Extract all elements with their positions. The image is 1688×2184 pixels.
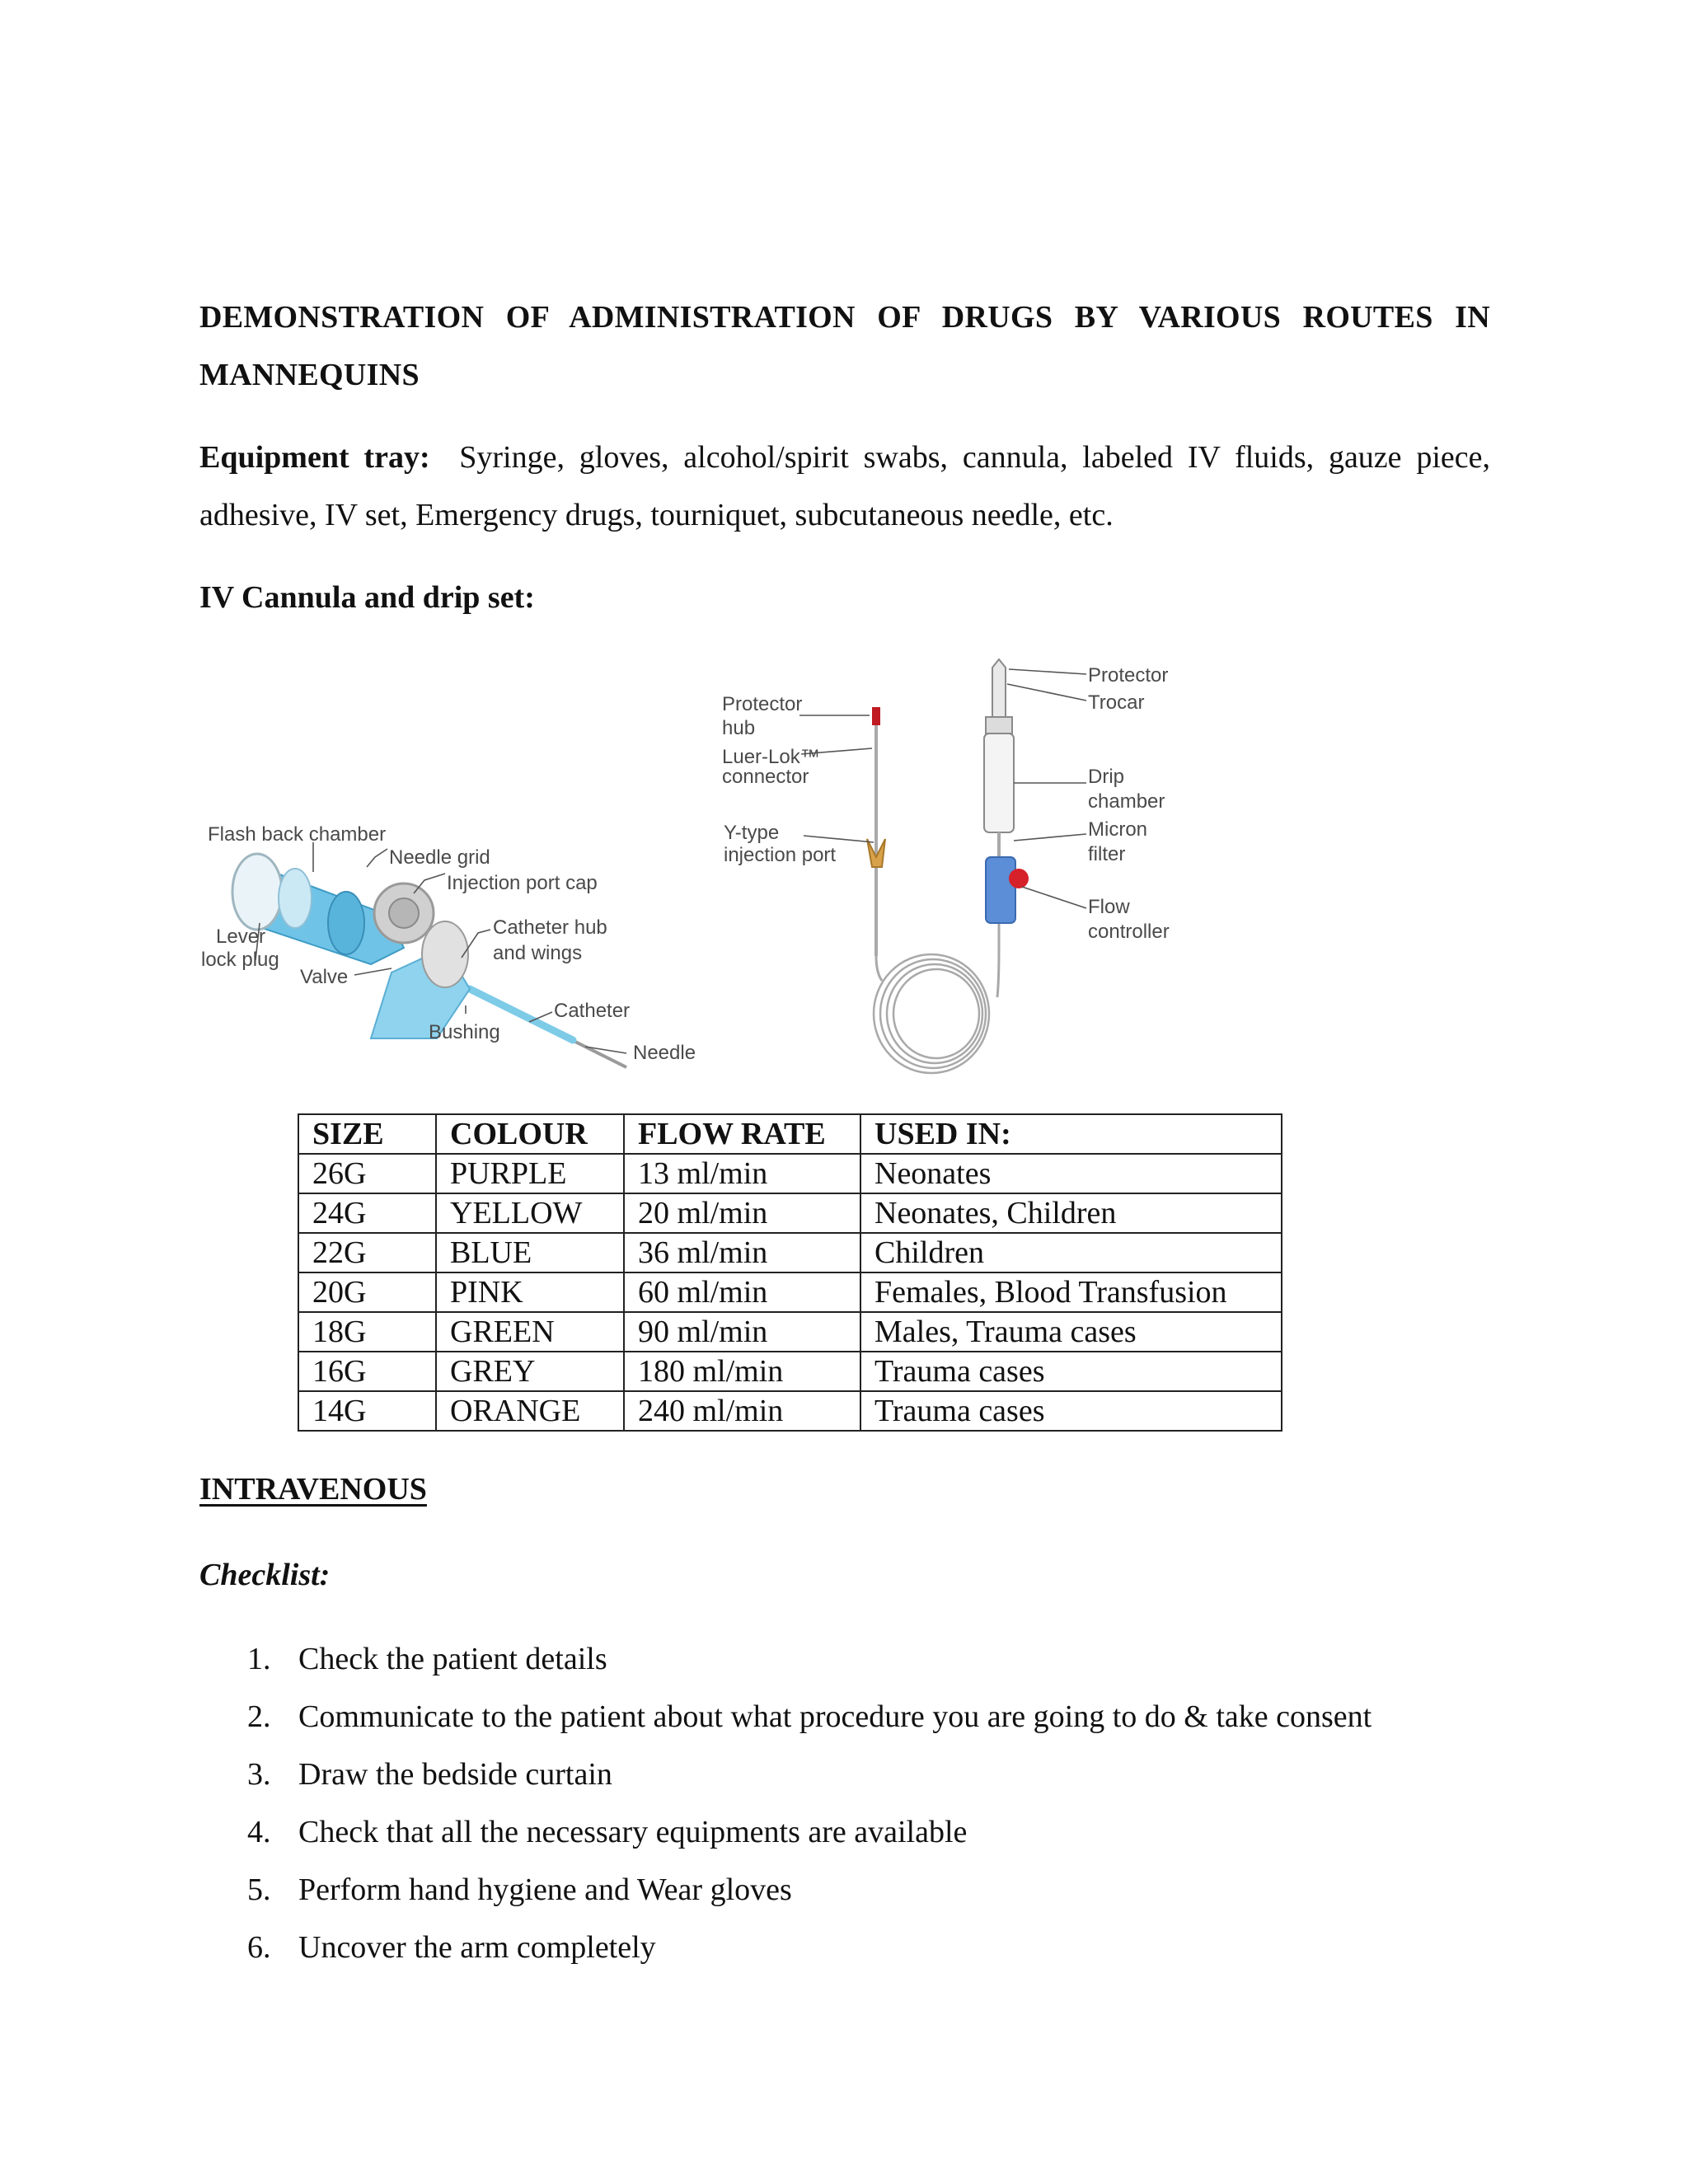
label-micron-1: Micron: [1088, 818, 1148, 841]
list-item-number: 5.: [247, 1872, 271, 1907]
cannula-illustration: [201, 823, 696, 1067]
coil-connector-right: [997, 923, 999, 997]
list-item: [199, 1688, 1372, 1746]
label-protector-hub-2: hub: [722, 717, 756, 739]
cell-size: 26G: [298, 1154, 436, 1193]
cell-colour: PINK: [436, 1272, 624, 1312]
equipment-label: Equipment tray:: [199, 440, 430, 475]
leader-micron: [1014, 834, 1086, 841]
label-and-wings: and wings: [493, 942, 583, 964]
cell-size: 24G: [298, 1193, 436, 1233]
cell-flow-rate: 60 ml/min: [624, 1272, 860, 1312]
roller-clamp: [1009, 869, 1029, 888]
table-row: [298, 1233, 1282, 1272]
checklist: [199, 1630, 1372, 1976]
checklist-heading: Checklist:: [199, 1558, 331, 1592]
list-item-text: Uncover the arm completely: [298, 1930, 656, 1965]
leader-needle-grid: [367, 849, 387, 867]
list-item: [199, 1803, 1372, 1861]
cell-flow-rate: 180 ml/min: [624, 1352, 860, 1391]
cell-used-in: Males, Trauma cases: [860, 1312, 1282, 1352]
label-catheter-hub: Catheter hub: [493, 916, 607, 939]
label-protector: Protector: [1088, 664, 1169, 687]
list-item-text: Check that all the necessary equipments are available: [298, 1815, 968, 1849]
cell-flow-rate: 36 ml/min: [624, 1233, 860, 1272]
cell-flow-rate: 20 ml/min: [624, 1193, 860, 1233]
cell-used-in: Trauma cases: [860, 1352, 1282, 1391]
table-row: [298, 1352, 1282, 1391]
list-item: [199, 1919, 1372, 1976]
cell-used-in: Trauma cases: [860, 1391, 1282, 1431]
list-item: [199, 1746, 1372, 1803]
drip-leader-lines: [799, 669, 1086, 908]
iv-figure-svg: [198, 651, 1228, 1080]
leader-trocar: [1007, 684, 1086, 701]
cell-used-in: Neonates, Children: [860, 1193, 1282, 1233]
table-row: [298, 1312, 1282, 1352]
cell-colour: GREY: [436, 1352, 624, 1391]
cell-size: 20G: [298, 1272, 436, 1312]
cell-colour: ORANGE: [436, 1391, 624, 1431]
leader-ytype: [804, 836, 874, 842]
table-row: [298, 1391, 1282, 1431]
drip-set-illustration: [722, 659, 1170, 1073]
protector-hub: [872, 707, 880, 725]
label-luer-2: connector: [722, 766, 809, 788]
list-item: [199, 1861, 1372, 1919]
cell-colour: BLUE: [436, 1233, 624, 1272]
label-trocar: Trocar: [1088, 691, 1145, 714]
equipment-text: Syringe, gloves, alcohol/spirit swabs, cannula, labeled IV fluids, gauze piece, adhesive, IV set, Emergency drugs, tourniquet, subcutaneous needle, etc.: [199, 440, 1491, 532]
header-size: SIZE: [298, 1114, 436, 1154]
cell-colour: GREEN: [436, 1312, 624, 1352]
valve-ring: [328, 892, 364, 954]
label-catheter: Catheter: [554, 1000, 631, 1022]
list-item-text: Perform hand hygiene and Wear gloves: [298, 1872, 792, 1907]
label-needle: Needle: [633, 1042, 696, 1064]
cell-used-in: Children: [860, 1233, 1282, 1272]
list-item: [199, 1630, 1372, 1688]
label-micron-2: filter: [1088, 843, 1126, 865]
label-drip-2: chamber: [1088, 790, 1165, 813]
list-item-text: Check the patient details: [298, 1642, 607, 1676]
intravenous-heading: INTRAVENOUS: [199, 1472, 427, 1507]
catheter-hub: [422, 921, 468, 987]
cell-used-in: Females, Blood Transfusion: [860, 1272, 1282, 1312]
cell-used-in: Neonates: [860, 1154, 1282, 1193]
tubing-coil: [874, 954, 989, 1073]
label-protector-hub-1: Protector: [722, 693, 803, 715]
cannula-heading: IV Cannula and drip set:: [199, 580, 535, 615]
cell-size: 16G: [298, 1352, 436, 1391]
drip-chamber: [984, 733, 1014, 832]
label-drip-1: Drip: [1088, 766, 1125, 788]
label-flow-1: Flow: [1088, 896, 1130, 918]
label-luer-1: Luer-Lok™: [722, 746, 820, 768]
leader-flow: [1022, 887, 1086, 908]
list-item-number: 3.: [247, 1757, 271, 1792]
list-item-number: 1.: [247, 1642, 271, 1676]
label-lever: Lever: [216, 926, 266, 948]
cell-size: 18G: [298, 1312, 436, 1352]
label-bushing: Bushing: [429, 1021, 500, 1043]
cell-colour: PURPLE: [436, 1154, 624, 1193]
header-colour: COLOUR: [436, 1114, 624, 1154]
lock-plug: [279, 869, 312, 928]
list-item-number: 2.: [247, 1699, 271, 1734]
flashback-chamber: [232, 854, 282, 930]
label-ytype-1: Y-type: [724, 822, 780, 844]
cell-flow-rate: 90 ml/min: [624, 1312, 860, 1352]
header-used-in: USED IN:: [860, 1114, 1282, 1154]
header-flow-rate: FLOW RATE: [624, 1114, 860, 1154]
table-row: [298, 1272, 1282, 1312]
label-injection-port-cap: Injection port cap: [447, 872, 598, 894]
cannula-size-table: [298, 1113, 1282, 1432]
table-row: [298, 1193, 1282, 1233]
leader-protector: [1009, 669, 1086, 674]
label-valve: Valve: [300, 966, 349, 988]
label-flow-2: controller: [1088, 921, 1170, 943]
table-row: [298, 1154, 1282, 1193]
label-needle-grid: Needle grid: [389, 846, 490, 869]
leader-valve: [354, 968, 392, 975]
flow-controller-body: [986, 857, 1015, 923]
label-lock-plug: lock plug: [201, 949, 279, 971]
trocar-spike: [992, 659, 1006, 717]
list-item-text: Communicate to the patient about what procedure you are going to do & take consent: [298, 1699, 1372, 1734]
coil-connector-left: [876, 956, 882, 981]
list-item-text: Draw the bedside curtain: [298, 1757, 612, 1792]
spike-collar: [986, 717, 1012, 733]
port-cap-center: [389, 898, 419, 928]
table-header-row: [298, 1114, 1282, 1154]
cell-size: 22G: [298, 1233, 436, 1272]
cell-flow-rate: 240 ml/min: [624, 1391, 860, 1431]
equipment-paragraph: [199, 429, 1490, 544]
cell-colour: YELLOW: [436, 1193, 624, 1233]
page-title: DEMONSTRATION OF ADMINISTRATION OF DRUGS BY VARIOUS ROUTES IN MANNEQUINS: [199, 300, 1490, 392]
iv-cannula-figure: [198, 651, 1228, 1080]
label-flash-back: Flash back chamber: [208, 823, 387, 846]
label-ytype-2: injection port: [724, 844, 837, 866]
cell-flow-rate: 13 ml/min: [624, 1154, 860, 1193]
cell-size: 14G: [298, 1391, 436, 1431]
list-item-number: 4.: [247, 1815, 271, 1849]
list-item-number: 6.: [247, 1930, 271, 1965]
